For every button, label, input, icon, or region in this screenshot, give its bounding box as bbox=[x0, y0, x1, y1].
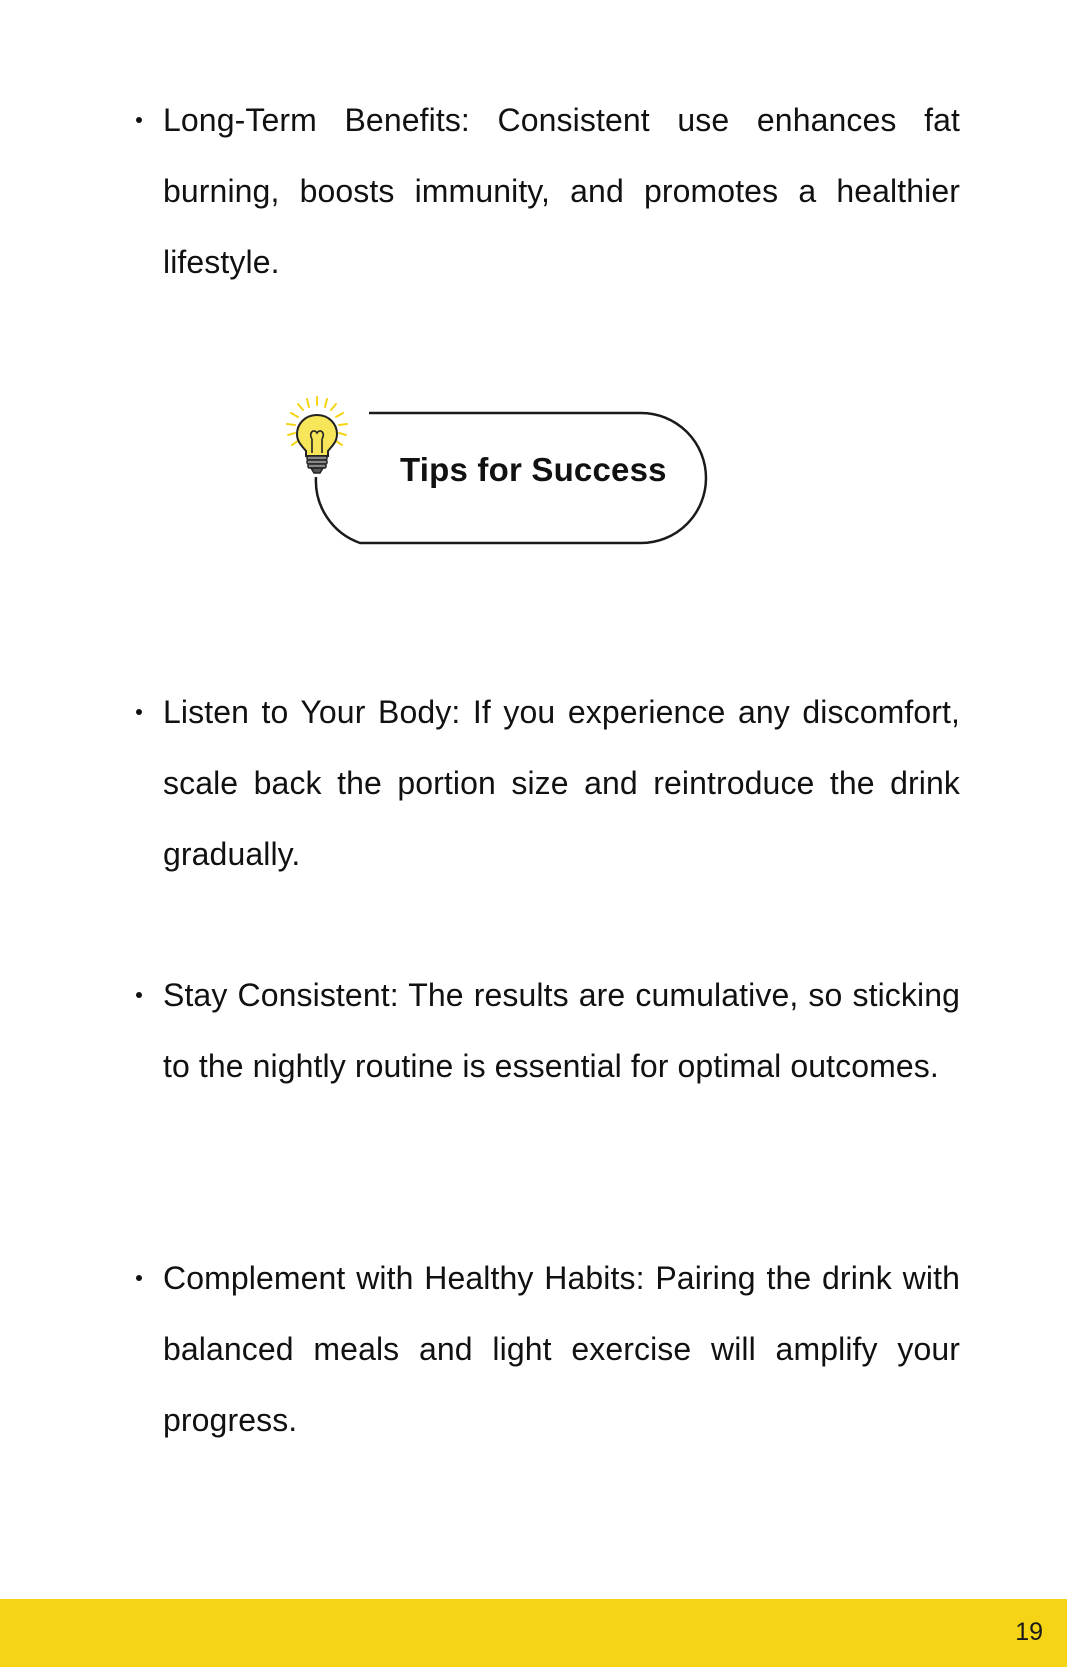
section-title: Tips for Success bbox=[400, 451, 667, 488]
bullet-text: Complement with Healthy Habits: Pairing the drink with balanced meals and light exercise will amplify your progress. bbox=[163, 1260, 960, 1438]
bullet-item-long-term-benefits bbox=[125, 85, 960, 298]
bullet-item-healthy-habits bbox=[125, 1243, 960, 1456]
footer-bar bbox=[0, 1599, 1067, 1667]
bullet-dot bbox=[136, 117, 142, 123]
bullet-text: Long-Term Benefits: Consistent use enhances fat burning, boosts immunity, and promotes a healthier lifestyle. bbox=[163, 102, 960, 280]
bullet-list-habits bbox=[125, 1243, 960, 1456]
lightbulb-icon bbox=[277, 395, 357, 485]
bullet-text: Listen to Your Body: If you experience any discomfort, scale back the portion size and reintroduce the drink gradually. bbox=[163, 694, 960, 872]
bullet-text: Stay Consistent: The results are cumulative, so sticking to the nightly routine is essential for optimal outcomes. bbox=[163, 977, 960, 1084]
bullet-dot bbox=[136, 992, 142, 998]
tips-section-header bbox=[277, 395, 717, 547]
bullet-dot bbox=[136, 1275, 142, 1281]
bullet-list-listen bbox=[125, 677, 960, 890]
bullet-item-listen-to-your-body bbox=[125, 677, 960, 890]
bullet-item-stay-consistent bbox=[125, 960, 960, 1102]
bullet-list-consistent bbox=[125, 960, 960, 1102]
page-number: 19 bbox=[1015, 1618, 1043, 1646]
bullet-dot bbox=[136, 709, 142, 715]
bullet-list-top bbox=[125, 85, 960, 298]
